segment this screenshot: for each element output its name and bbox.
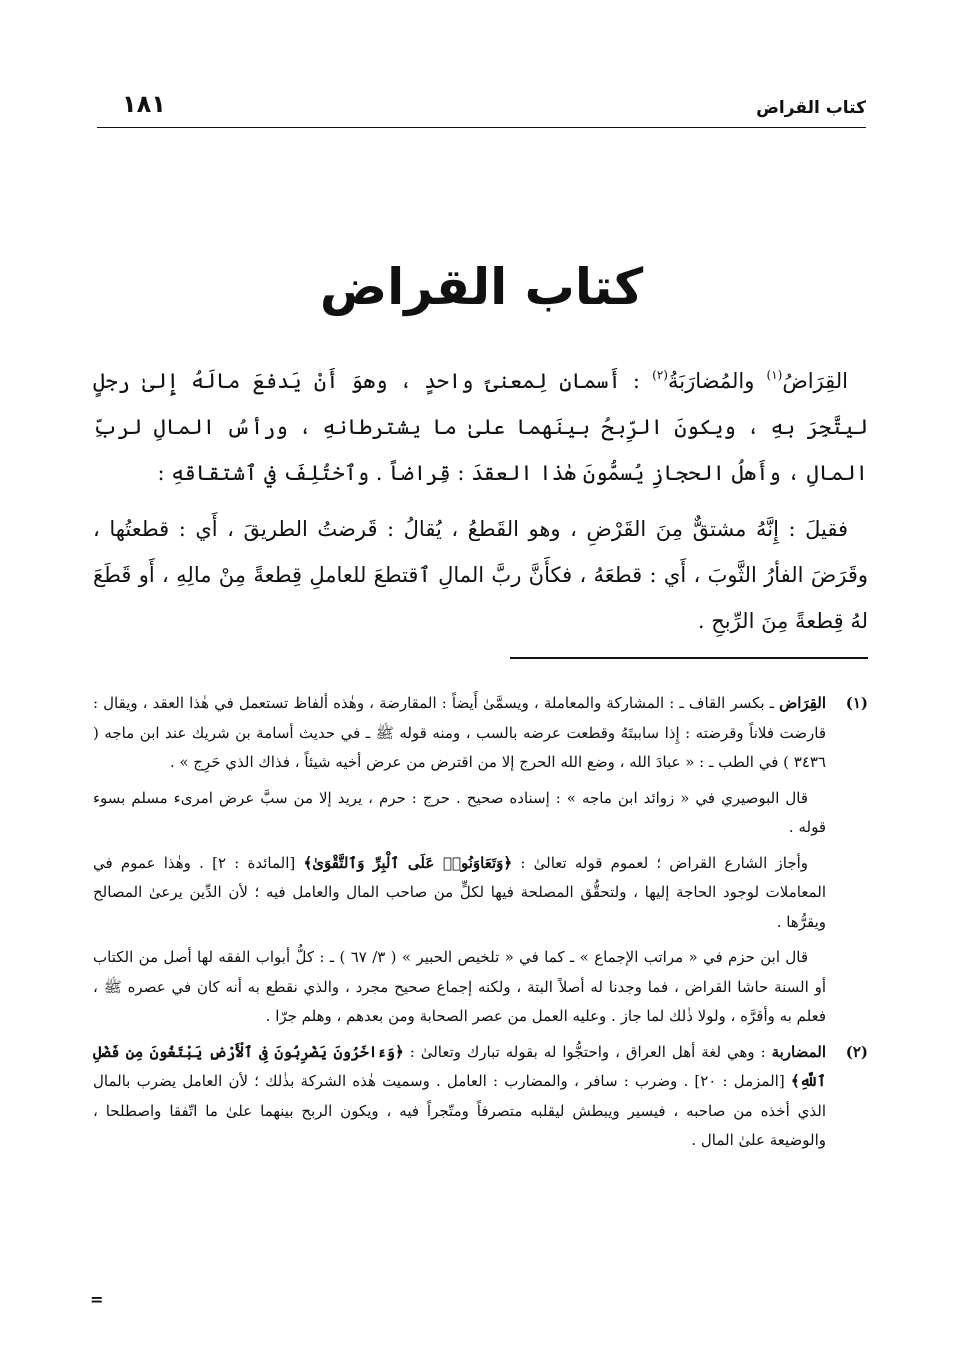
term-qirad: القِرَاضُ: [782, 369, 848, 393]
running-title: كتاب القراض: [756, 98, 866, 118]
footnote-paragraph: قال ابن حزم في « مراتب الإجماع » ـ كما في « تلخيص الحبير » ( ٣/ ٦٧ ) ـ : كلُّ أبواب الفقه لها أصل من الكتاب أو السنة حاشا القراض ، فما وجدنا له أصلاً البتة ، ولكنه إجماع صحيح مجرد ، والذي نقطع به أنه كان في عصره ﷺ ، فعلم به وأقرَّه ، ولولا ذٰلك لما جاز . وعليه العمل من عصر الصحابة ومن بعدهم ، وهلم جرّا .: [93, 948, 826, 1025]
footnote-number: (٢): [845, 1042, 868, 1061]
footnote-text: [المائدة : ٢] . وهٰذا عموم في المعاملات لوجود الحاجة إليها ، ولتحقُّق المصلحة فيها لكلٍّ من صاحب المال والعامل فيه ؛ لأن الدِّين يرعىٰ المصالح ويقرُّها .: [93, 853, 826, 931]
footnote-text: [المزمل : ٢٠] . وضرب : سافر ، والمضارب : العامل . وسميت هٰذه الشركة بذٰلك ؛ لأن العامل يضرب بالمال الذي أخذه من صاحبه ، فيسير ويبطش ليقلبه متصرفاً ومتّجراً فيه ، ويكون الربح بينهما علىٰ ما اتّفقا واصطلحا ، والوضيعة علىٰ المال .: [93, 1072, 826, 1149]
footnote-text: ـ بكسر القاف ـ : المشاركة والمعاملة ، ويسمَّىٰ أَيضاً : المقارضة ، وهٰذه ألفاظ تستعمل في هٰذا العقد ، ويقال : قارضت فلاناً وقرضته : إِذا ساببتَهُ وقطعت عرضه بالسب ، ومنه قوله ﷺ ـ في حديث أسامة بن شريك عند ابن ماجه ( ٣٤٣٦ ) في الطب ـ : « عبادَ الله ، وضع الله الحرج إلا من اقترض من عرض أخيه شيئاً ، فذاك الذي حَرِج » .: [93, 694, 826, 771]
footnote-ref-1[interactable]: (١): [766, 368, 783, 382]
main-paragraph-1: [93, 358, 868, 496]
quran-verse: ﴿وَءَاخَرُونَ يَضْرِبُونَ فِى ٱلْأَرْضِ يَبْتَغُونَ مِن فَضْلِ ٱللَّهِ﴾: [93, 1042, 826, 1090]
footnote-number: (١): [845, 694, 868, 712]
main-paragraph-2: فقيلَ : إِنَّهُ مشتقٌّ مِنَ القَرْضِ ، وهو القَطعُ ، يُقالُ : قَرضتُ الطريقَ ، أَي : قطعتُها ، وقَرَضَ الفأرُ الثَّوبَ ، أَي : قطعَهُ ، فكأَنَّ ربَّ المالِ ٱقتطعَ للعاملِ قِطعةً مِنْ مالِهِ ، أَو قَطَعَ لهُ قِطعةً مِنَ الرِّبحِ .: [93, 517, 868, 633]
main-paragraph-1-text: : أَسمانِ لِمعنىً واحدٍ ، وهوَ أَنْ يَدفعَ مالَهُ إِلىٰ رجلٍ ليتَّجِرَ بهِ ، ويكونَ الرِّبحُ بينَهما علىٰ ما يشترطانهِ ، ورأسُ المالِ لربِّ المالِ ، وأَهلُ الحجازِ يُسمُّونَ هٰذا العقدَ : قِراضاً . وٱختُلِفَ في ٱشتقاقهِ :: [93, 369, 868, 485]
continuation-mark: =: [90, 1290, 104, 1309]
page-number: ١٨١: [122, 90, 166, 118]
chapter-title: كتاب القراض: [319, 258, 644, 316]
footnote-ref-2[interactable]: (٢): [652, 368, 668, 382]
footnote-paragraph: قال البوصيري في « زوائد ابن ماجه » : إسناده صحيح . حرج : حرم ، يريد إلا من سبَّ عرض امرىء مسلم بسوء قوله .: [93, 788, 826, 836]
footnote-term: القِرَاض: [779, 694, 826, 712]
footnote-paragraph: [93, 849, 826, 938]
footnote-text: : وهي لغة أهل العراق ، واحتجُّوا له بقوله تبارك وتعالىٰ :: [403, 1042, 772, 1061]
footnote-body: [93, 689, 826, 1038]
footnote-paragraph: [93, 1038, 826, 1156]
footnote-1: [93, 689, 868, 1038]
main-text: [93, 358, 868, 654]
footnote-2: [93, 1038, 868, 1162]
term-mudaraba: والمُضارَبَةُ: [667, 369, 767, 393]
footnote-term: المضاربة: [771, 1042, 827, 1061]
footnotes: [93, 689, 868, 1162]
footnote-paragraph: [93, 689, 826, 778]
footnote-text: وأجاز الشارع القراض ؛ لعموم قوله تعالىٰ :: [512, 853, 808, 872]
running-header: [97, 88, 866, 128]
quran-verse: ﴿وَتَعَاوَنُوا۟ عَلَى ٱلْبِرِّ وَٱلتَّقْوَىٰ﴾: [303, 853, 513, 872]
footnote-separator: [510, 657, 868, 659]
footnote-body: [93, 1038, 826, 1162]
